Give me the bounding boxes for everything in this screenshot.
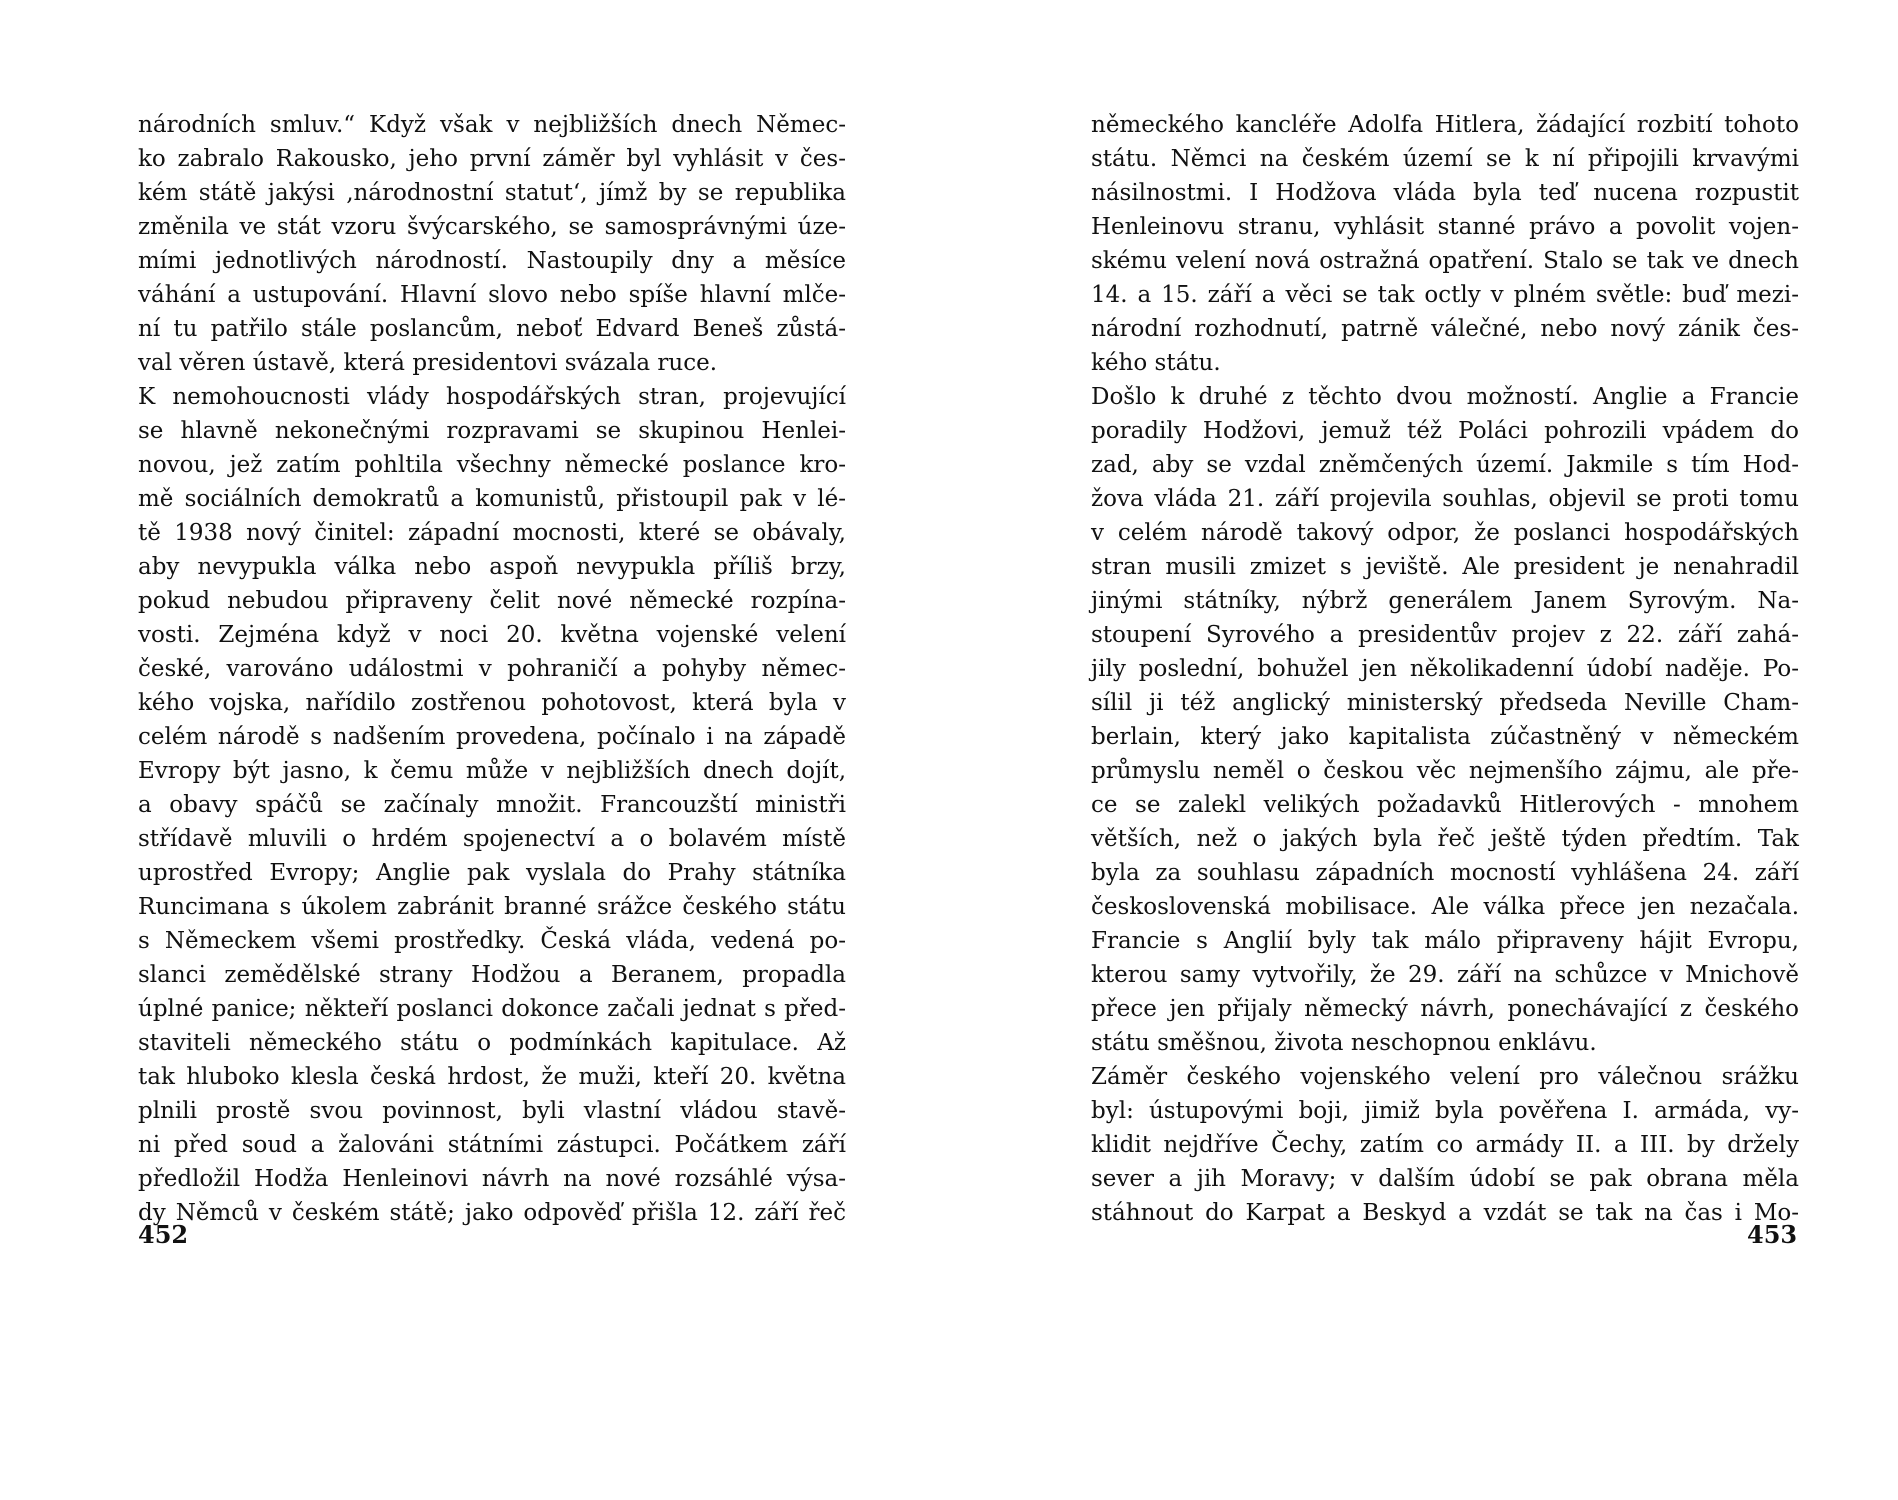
right-page-text xyxy=(1091,108,1799,1230)
text-line: ce se zalekl velikých požadavků Hitlerových - mnohem xyxy=(1091,792,1799,818)
text-line: váhání a ustupování. Hlavní slovo nebo spíše hlavní mlče- xyxy=(138,282,846,308)
text-line: aby nevypukla válka nebo aspoň nevypukla příliš brzy, xyxy=(138,554,846,580)
text-line: přece jen přijaly německý návrh, ponechávající z českého xyxy=(1091,996,1799,1022)
text-line: Runcimana s úkolem zabránit branné srážce českého státu xyxy=(138,894,846,920)
text-line: státu. Němci na českém území se k ní připojili krvavými xyxy=(1091,146,1799,172)
text-line: Došlo k druhé z těchto dvou možností. Anglie a Francie xyxy=(1091,384,1799,410)
text-line: ko zabralo Rakousko, jeho první záměr byl vyhlásit v čes- xyxy=(138,146,846,172)
text-line: byla za souhlasu západních mocností vyhlášena 24. září xyxy=(1091,860,1799,886)
text-line: Francie s Anglií byly tak málo připraveny hájit Evropu, xyxy=(1091,928,1799,954)
text-line: K nemohoucnosti vlády hospodářských stran, projevující xyxy=(138,384,846,410)
text-line: úplné panice; někteří poslanci dokonce začali jednat s před- xyxy=(138,996,846,1022)
text-line: a obavy spáčů se začínaly množit. Francouzští ministři xyxy=(138,792,846,818)
text-line: skému velení nová ostražná opatření. Stalo se tak ve dnech xyxy=(1091,248,1799,274)
text-line: stoupení Syrového a presidentův projev z 22. září zahá- xyxy=(1091,622,1799,648)
text-line: 14. a 15. září a věci se tak octly v plném světle: buď mezi- xyxy=(1091,282,1799,308)
text-line: mími jednotlivých národností. Nastoupily dny a měsíce xyxy=(138,248,846,274)
text-line: národních smluv.“ Když však v nejbližších dnech Němec- xyxy=(138,112,846,138)
text-line: národní rozhodnutí, patrně válečné, nebo nový zánik čes- xyxy=(1091,316,1799,342)
text-line: kterou samy vytvořily, že 29. září na schůzce v Mnichově xyxy=(1091,962,1799,988)
text-line: poradily Hodžovi, jemuž též Poláci pohrozili vpádem do xyxy=(1091,418,1799,444)
text-line: Henleinovu stranu, vyhlásit stanné právo a povolit vojen- xyxy=(1091,214,1799,240)
right-page xyxy=(949,0,1898,1500)
text-line: berlain, který jako kapitalista zúčastněný v německém xyxy=(1091,724,1799,750)
text-line: české, varováno událostmi v pohraničí a pohyby němec- xyxy=(138,656,846,682)
text-line: val věren ústavě, která presidentovi svázala ruce. xyxy=(138,350,718,376)
text-line: státu směšnou, života neschopnou enklávu. xyxy=(1091,1030,1597,1056)
text-line: sever a jih Moravy; v dalším údobí se pak obrana měla xyxy=(1091,1166,1799,1192)
text-line: jinými státníky, nýbrž generálem Janem Syrovým. Na- xyxy=(1091,588,1799,614)
text-line: větších, než o jakých byla řeč ještě týden předtím. Tak xyxy=(1091,826,1799,852)
text-line: průmyslu neměl o českou věc nejmenšího zájmu, ale pře- xyxy=(1091,758,1799,784)
text-line: vosti. Zejména když v noci 20. května vojenské velení xyxy=(138,622,846,648)
text-line: stáhnout do Karpat a Beskyd a vzdát se tak na čas i Mo- xyxy=(1091,1200,1799,1226)
text-line: staviteli německého státu o podmínkách kapitulace. Až xyxy=(138,1030,846,1056)
text-line: předložil Hodža Henleinovi návrh na nové rozsáhlé výsa- xyxy=(138,1166,846,1192)
text-line: novou, jež zatím pohltila všechny německé poslance kro- xyxy=(138,452,846,478)
text-line: ní tu patřilo stále poslancům, neboť Edvard Beneš zůstá- xyxy=(138,316,846,342)
text-line: kém státě jakýsi ‚národnostní statut‘, jímž by se republika xyxy=(138,180,846,206)
right-page-number: 453 xyxy=(1747,1220,1798,1249)
text-line: dy Němců v českém státě; jako odpověď přišla 12. září řeč xyxy=(138,1200,846,1226)
text-line: Evropy být jasno, k čemu může v nejbližších dnech dojít, xyxy=(138,758,846,784)
text-line: kého vojska, nařídilo zostřenou pohotovost, která byla v xyxy=(138,690,846,716)
text-line: Záměr českého vojenského velení pro válečnou srážku xyxy=(1091,1064,1799,1090)
text-line: v celém národě takový odpor, že poslanci hospodářských xyxy=(1091,520,1799,546)
text-line: ni před soud a žalováni státními zástupci. Počátkem září xyxy=(138,1132,846,1158)
text-line: plnili prostě svou povinnost, byli vlastní vládou stavě- xyxy=(138,1098,846,1124)
text-line: zad, aby se vzdal zněmčených území. Jakmile s tím Hod- xyxy=(1091,452,1799,478)
text-line: žova vláda 21. září projevila souhlas, objevil se proti tomu xyxy=(1091,486,1799,512)
text-line: sílil ji též anglický ministerský předseda Neville Cham- xyxy=(1091,690,1799,716)
text-line: kého státu. xyxy=(1091,350,1221,376)
text-line: slanci zemědělské strany Hodžou a Beranem, propadla xyxy=(138,962,846,988)
text-line: se hlavně nekonečnými rozpravami se skupinou Henlei- xyxy=(138,418,846,444)
left-page-number: 452 xyxy=(138,1220,189,1249)
text-line: mě sociálních demokratů a komunistů, přistoupil pak v lé- xyxy=(138,486,846,512)
text-line: československá mobilisace. Ale válka přece jen nezačala. xyxy=(1091,894,1799,920)
text-line: pokud nebudou připraveny čelit nové německé rozpína- xyxy=(138,588,846,614)
text-line: střídavě mluvili o hrdém spojenectví a o bolavém místě xyxy=(138,826,846,852)
text-line: klidit nejdříve Čechy, zatím co armády II. a III. by držely xyxy=(1091,1132,1799,1158)
text-line: celém národě s nadšením provedena, počínalo i na západě xyxy=(138,724,846,750)
text-line: stran musili zmizet s jeviště. Ale president je nenahradil xyxy=(1091,554,1799,580)
left-page-text xyxy=(138,108,846,1230)
text-line: tě 1938 nový činitel: západní mocnosti, které se obávaly, xyxy=(138,520,846,546)
text-line: uprostřed Evropy; Anglie pak vyslala do Prahy státníka xyxy=(138,860,846,886)
text-line: německého kancléře Adolfa Hitlera, žádající rozbití tohoto xyxy=(1091,112,1799,138)
text-line: tak hluboko klesla česká hrdost, že muži, kteří 20. května xyxy=(138,1064,846,1090)
text-line: změnila ve stát vzoru švýcarského, se samosprávnými úze- xyxy=(138,214,846,240)
text-line: násilnostmi. I Hodžova vláda byla teď nucena rozpustit xyxy=(1091,180,1799,206)
text-line: byl: ústupovými boji, jimiž byla pověřena I. armáda, vy- xyxy=(1091,1098,1799,1124)
text-line: s Německem všemi prostředky. Česká vláda, vedená po- xyxy=(138,928,846,954)
text-line: jily poslední, bohužel jen několikadenní údobí naděje. Po- xyxy=(1091,656,1799,682)
